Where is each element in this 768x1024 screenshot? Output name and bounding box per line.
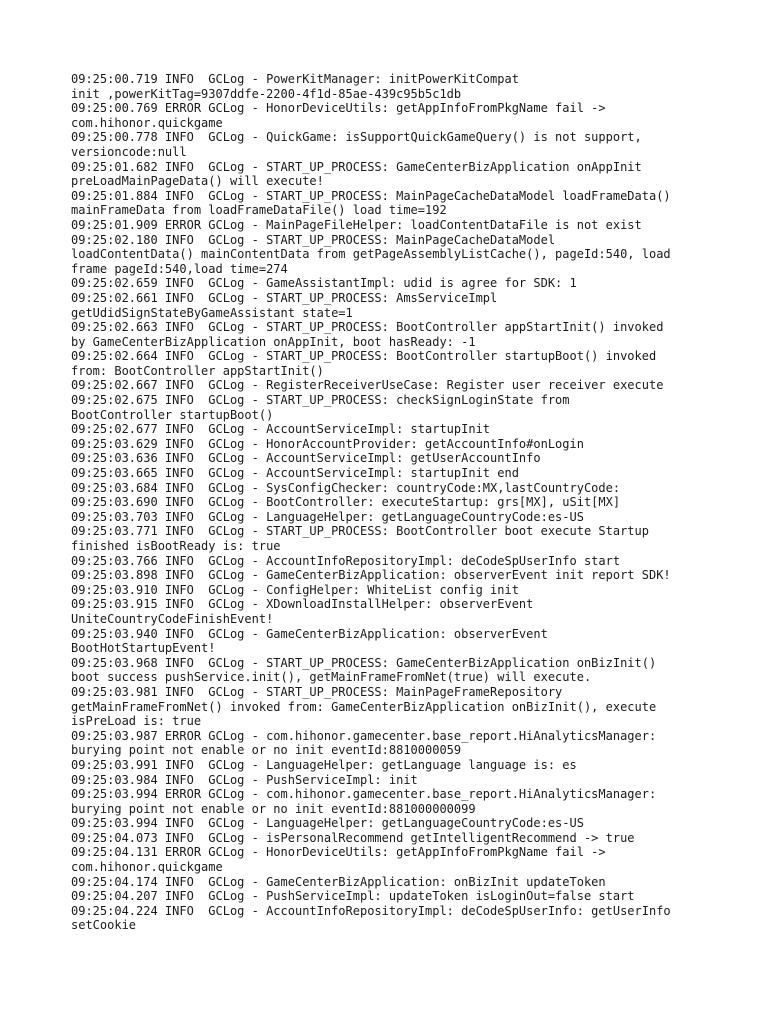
log-line: 09:25:02.659 INFO GCLog - GameAssistantImpl: udid is agree for SDK: 1 — [71, 276, 577, 291]
log-line: setCookie — [71, 918, 137, 933]
log-line: 09:25:03.991 INFO GCLog - LanguageHelper: getLanguage language is: es — [71, 757, 577, 772]
log-line: 09:25:02.675 INFO GCLog - START_UP_PROCESS: checkSignLoginState from — [71, 393, 570, 408]
log-line: 09:25:04.073 INFO GCLog - isPersonalRecommend getIntelligentRecommend -> true — [71, 830, 635, 845]
log-line: 09:25:04.207 INFO GCLog - PushServiceImpl: updateToken isLoginOut=false start — [71, 889, 635, 904]
log-line: 09:25:04.131 ERROR GCLog - HonorDeviceUtils: getAppInfoFromPkgName fail -> — [71, 845, 606, 860]
log-line: 09:25:03.766 INFO GCLog - AccountInfoRepositoryImpl: deCodeSpUserInfo start — [71, 553, 621, 568]
log-line: preLoadMainPageData() will execute! — [71, 174, 324, 189]
log-line: 09:25:03.915 INFO GCLog - XDownloadInstallHelper: observerEvent — [71, 597, 534, 612]
log-line: 09:25:03.940 INFO GCLog - GameCenterBizApplication: observerEvent — [71, 626, 548, 641]
log-document — [71, 72, 711, 933]
log-line: 09:25:02.661 INFO GCLog - START_UP_PROCESS: AmsServiceImpl — [71, 290, 498, 305]
log-line: versioncode:null — [71, 144, 187, 159]
log-line: 09:25:01.682 INFO GCLog - START_UP_PROCESS: GameCenterBizApplication onAppInit — [71, 159, 642, 174]
log-line: 09:25:00.719 INFO GCLog - PowerKitManager: initPowerKitCompat — [71, 72, 519, 86]
log-line: mainFrameData from loadFrameDataFile() load time=192 — [71, 203, 447, 218]
log-line: boot success pushService.init(), getMainFrameFromNet(true) will execute. — [71, 670, 592, 685]
log-line: getUdidSignStateByGameAssistant state=1 — [71, 305, 353, 320]
log-line: from: BootController appStartInit() — [71, 363, 324, 378]
log-line: com.hihonor.quickgame — [71, 115, 223, 130]
log-line: 09:25:03.690 INFO GCLog - BootController: executeStartup: grs[MX], uSit[MX] — [71, 495, 621, 510]
log-line: 09:25:03.994 INFO GCLog - LanguageHelper: getLanguageCountryCode:es-US — [71, 816, 584, 831]
log-line: 09:25:03.981 INFO GCLog - START_UP_PROCESS: MainPageFrameRepository — [71, 684, 563, 699]
log-line: 09:25:03.968 INFO GCLog - START_UP_PROCESS: GameCenterBizApplication onBizInit() — [71, 655, 657, 670]
log-line: 09:25:02.180 INFO GCLog - START_UP_PROCESS: MainPageCacheDataModel — [71, 232, 556, 247]
log-line: 09:25:03.994 ERROR GCLog - com.hihonor.gamecenter.base_report.HiAnalyticsManager: — [71, 787, 657, 802]
log-line: finished isBootReady is: true — [71, 539, 281, 553]
log-line: UniteCountryCodeFinishEvent! — [71, 611, 274, 626]
log-line: isPreLoad is: true — [71, 714, 202, 729]
log-line: 09:25:03.898 INFO GCLog - GameCenterBizApplication: observerEvent init report SDK! — [71, 568, 671, 583]
log-line: 09:25:03.684 INFO GCLog - SysConfigChecker: countryCode:MX,lastCountryCode: — [71, 480, 621, 495]
log-line: burying point not enable or no init eventId:8810000059 — [71, 743, 462, 758]
log-line: 09:25:02.664 INFO GCLog - START_UP_PROCESS: BootController startupBoot() invoked — [71, 349, 657, 364]
log-line: BootController startupBoot() — [71, 407, 274, 422]
log-line: frame pageId:540,load time=274 — [71, 261, 288, 276]
log-line: 09:25:04.224 INFO GCLog - AccountInfoRepositoryImpl: deCodeSpUserInfo: getUserInfo — [71, 903, 671, 918]
log-line: 09:25:00.769 ERROR GCLog - HonorDeviceUtils: getAppInfoFromPkgName fail -> — [71, 101, 606, 116]
log-line: 09:25:03.636 INFO GCLog - AccountServiceImpl: getUserAccountInfo — [71, 451, 541, 466]
log-line: 09:25:01.909 ERROR GCLog - MainPageFileHelper: loadContentDataFile is not exist — [71, 217, 642, 232]
log-line: 09:25:03.771 INFO GCLog - START_UP_PROCESS: BootController boot execute Startup — [71, 524, 649, 539]
log-line: 09:25:02.667 INFO GCLog - RegisterReceiverUseCase: Register user receiver execute — [71, 378, 664, 393]
log-line: 09:25:03.665 INFO GCLog - AccountServiceImpl: startupInit end — [71, 466, 519, 481]
log-line: BootHotStartupEvent! — [71, 641, 216, 656]
log-line: 09:25:03.910 INFO GCLog - ConfigHelper: WhiteList config init — [71, 582, 519, 597]
log-line: burying point not enable or no init eventId:881000000099 — [71, 801, 476, 816]
log-line: 09:25:03.987 ERROR GCLog - com.hihonor.gamecenter.base_report.HiAnalyticsManager: — [71, 728, 657, 743]
log-line: 09:25:04.174 INFO GCLog - GameCenterBizApplication: onBizInit updateToken — [71, 874, 606, 889]
log-line: 09:25:03.984 INFO GCLog - PushServiceImpl: init — [71, 772, 418, 787]
log-line: loadContentData() mainContentData from getPageAssemblyListCache(), pageId:540, load — [71, 247, 671, 262]
log-line: 09:25:02.677 INFO GCLog - AccountServiceImpl: startupInit — [71, 422, 491, 437]
log-line: 09:25:01.884 INFO GCLog - START_UP_PROCESS: MainPageCacheDataModel loadFrameData() — [71, 188, 671, 203]
log-line: com.hihonor.quickgame — [71, 860, 223, 875]
log-line: init ,powerKitTag=9307ddfe-2200-4f1d-85ae-439c95b5c1db — [71, 86, 462, 101]
log-line: 09:25:03.703 INFO GCLog - LanguageHelper: getLanguageCountryCode:es-US — [71, 509, 584, 524]
log-line: by GameCenterBizApplication onAppInit, boot hasReady: -1 — [71, 334, 476, 349]
log-line: 09:25:02.663 INFO GCLog - START_UP_PROCESS: BootController appStartInit() invoked — [71, 320, 664, 335]
log-line: 09:25:03.629 INFO GCLog - HonorAccountProvider: getAccountInfo#onLogin — [71, 436, 584, 451]
log-line: getMainFrameFromNet() invoked from: GameCenterBizApplication onBizInit(), execute — [71, 699, 657, 714]
log-line: 09:25:00.778 INFO GCLog - QuickGame: isSupportQuickGameQuery() is not support, — [71, 130, 642, 145]
